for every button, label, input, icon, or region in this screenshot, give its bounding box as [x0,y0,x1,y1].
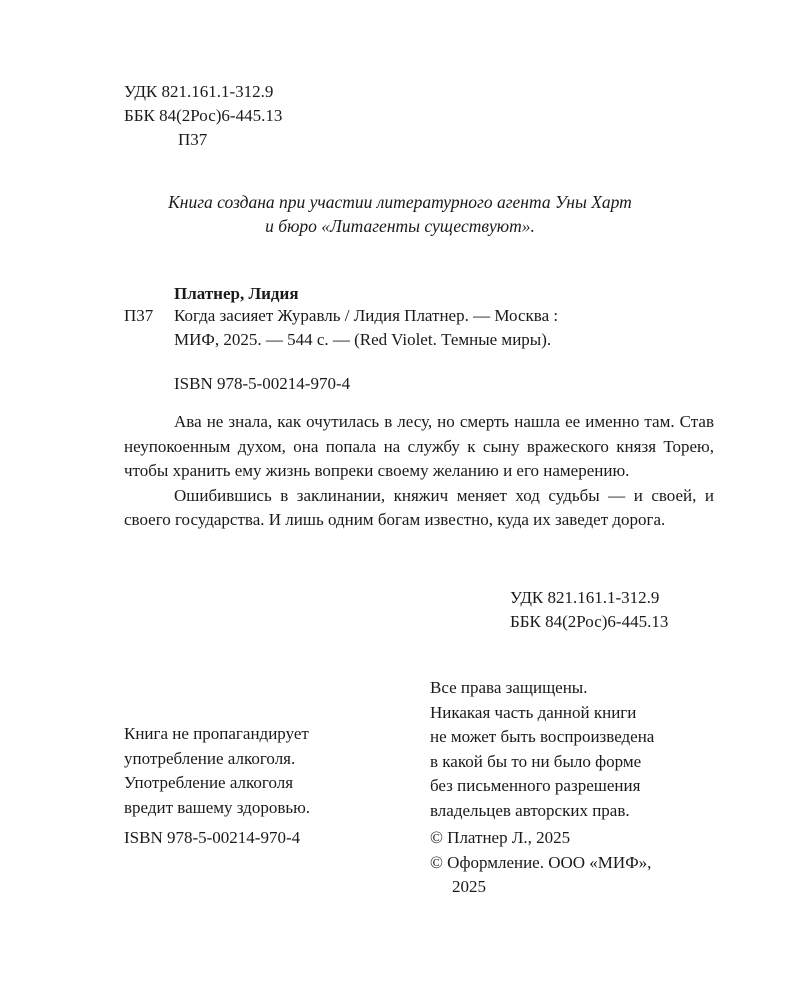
alcohol-line: вредит вашему здоровью. [124,797,311,817]
literary-agent-credit [0,190,800,238]
alcohol-notice [124,722,310,820]
copyright-line-2: © Оформление. ООО «МИФ», [430,852,652,872]
annotation-paragraph-1: Ава не знала, как очутилась в лесу, но смерть нашла ее именно там. Став неупокоенным духом, она попала на службу к сыну вражеского князя Торею, чтобы хранить ему жизнь вопреки своему желанию и его намерению. [124,412,714,480]
author-sign: П37 [178,130,208,149]
rights-line: владельцев авторских прав. [430,800,630,820]
bbk-code: ББК 84(2Рос)6-445.13 [124,106,283,125]
rights-notice [430,676,654,823]
alcohol-line: употребление алкоголя. [124,748,296,768]
biblio-line-2: МИФ, 2025. — 544 с. — (Red Violet. Темные миры). [174,330,552,349]
isbn-main: ISBN 978-5-00214-970-4 [174,374,351,393]
udk-code: УДК 821.161.1-312.9 [124,82,274,101]
copyright-line-3: 2025 [452,877,486,896]
annotation [124,410,714,533]
credit-line-1: Книга создана при участии литературного агента Уны Харт [168,192,632,212]
biblio-line-1: Когда засияет Журавль / Лидия Платнер. — Москва : [174,306,559,325]
author-heading: Платнер, Лидия [174,284,299,303]
classification-block-right [510,586,668,634]
classification-block [124,80,282,152]
rights-line: без письменного разрешения [430,776,641,795]
alcohol-line: Книга не пропагандирует [124,724,309,743]
rights-line: Никакая часть данной книги [430,702,637,722]
isbn-bottom: ISBN 978-5-00214-970-4 [124,828,301,847]
bibliographic-description [174,304,714,352]
udk-code-right: УДК 821.161.1-312.9 [510,588,660,607]
bbk-code-right: ББК 84(2Рос)6-445.13 [510,612,669,631]
rights-line: не может быть воспроизведена [430,727,655,746]
alcohol-line: Употребление алкоголя [124,773,294,792]
copyright-notice [430,826,651,900]
annotation-paragraph-2: Ошибившись в заклинании, княжич меняет ход судьбы — и своей, и своего государства. И лишь одним богам известно, куда их заведет дорога. [124,485,714,529]
credit-line-2: и бюро «Литагенты существуют». [265,216,535,236]
rights-line: Все права защищены. [430,678,588,697]
rights-line: в какой бы то ни было форме [430,751,642,771]
bibliographic-author-sign: П37 [124,306,154,325]
copyright-line-1: © Платнер Л., 2025 [430,828,571,847]
